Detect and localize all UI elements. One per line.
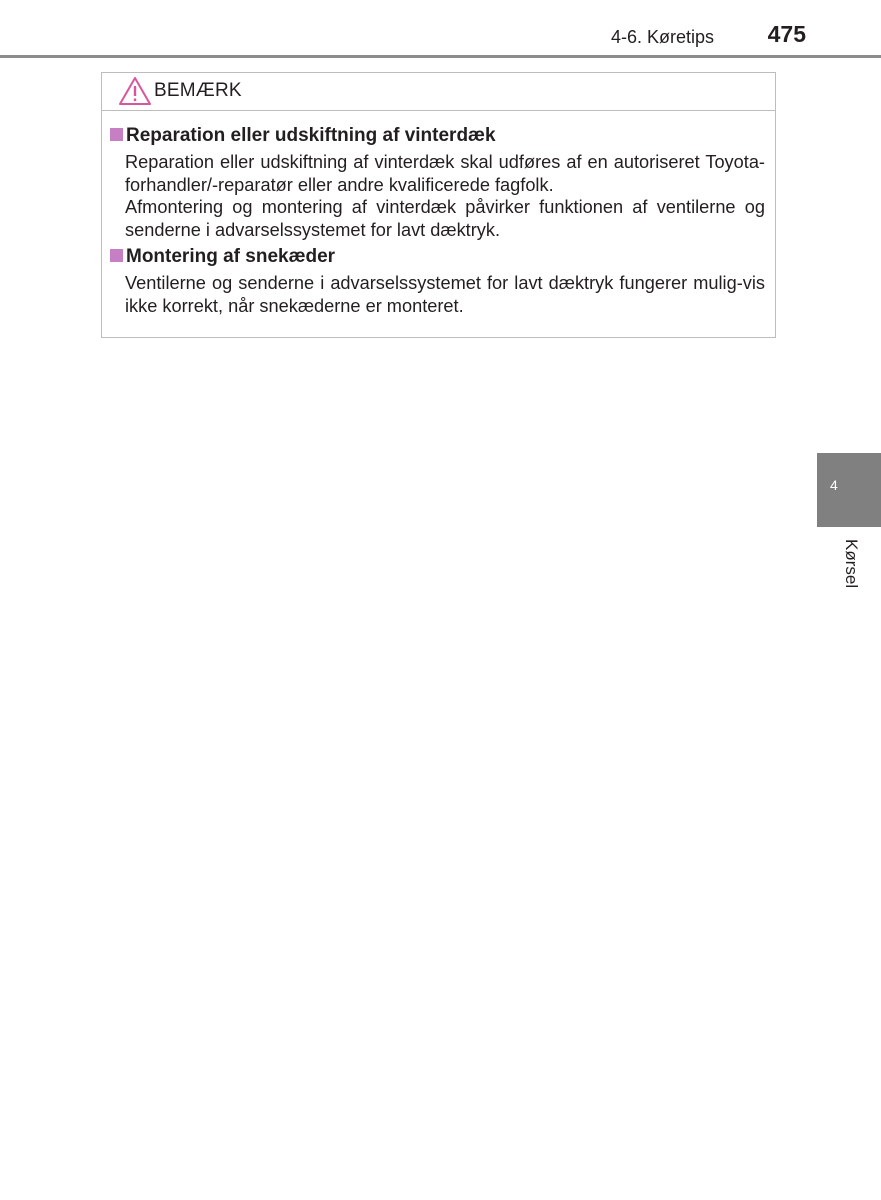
notice-title: BEMÆRK: [154, 80, 242, 101]
header-rule: [0, 55, 881, 58]
item-heading-text: Reparation eller udskiftning af vinterdæk: [126, 125, 496, 146]
chapter-number: 4: [830, 477, 838, 493]
chapter-tab: [817, 453, 881, 527]
item-body-snow-chains: [125, 272, 765, 317]
item-heading-snow-chains: [110, 246, 335, 268]
item-body-winter-tires: [125, 151, 765, 241]
chapter-name: Kørsel: [842, 539, 861, 589]
section-label: 4-6. Køretips: [610, 27, 714, 47]
item-heading-text: Montering af snekæder: [126, 246, 336, 267]
warning-triangle-icon: [118, 76, 152, 106]
paragraph: Reparation eller udskiftning af vinterdæk skal udføres af en autoriseret Toyota-forhandler/-reparatør eller andre kvalificerede fagfolk.: [125, 152, 765, 195]
page-number: 475: [767, 21, 806, 47]
bullet-square-icon: [110, 128, 123, 141]
notice-box: [101, 72, 776, 338]
paragraph: Afmontering og montering af vinterdæk påvirker funktionen af ventilerne og senderne i advarselssystemet for lavt dæktryk.: [125, 197, 765, 240]
paragraph: Ventilerne og senderne i advarselssystemet for lavt dæktryk fungerer mulig-vis ikke korrekt, når snekæderne er monteret.: [125, 273, 765, 316]
notice-header: [102, 73, 775, 111]
bullet-square-icon: [110, 249, 123, 262]
item-heading-winter-tires: [110, 125, 496, 147]
